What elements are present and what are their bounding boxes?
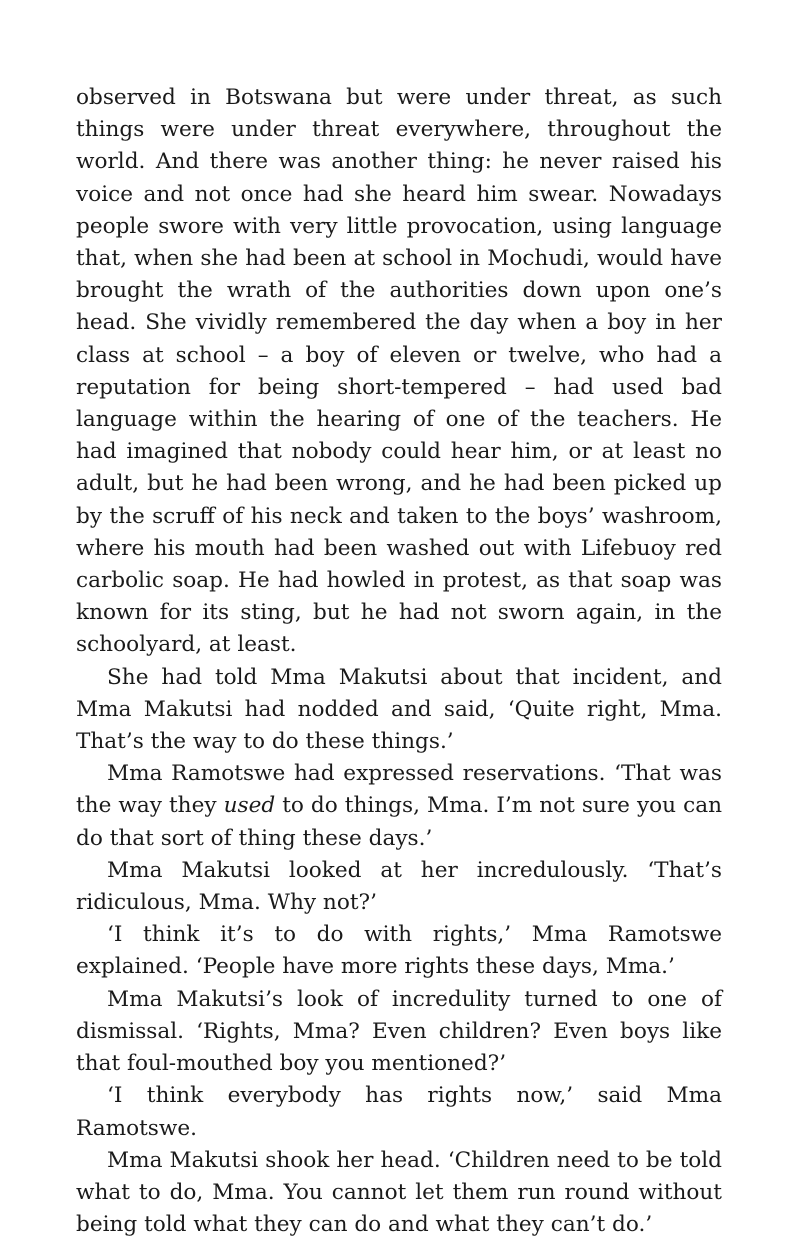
paragraph-continuation: observed in Botswana but were under threat, as such things were under threat everywhere, throughout the world. And there was another thing: he never raised his voice and not once had she heard him swear. Nowadays people swore with very little provocation, using language that, when she had been at school in Mochudi, would have brought the wrath of the authorities down upon one’s head. She vividly remembered the day when a boy in her class at school – a boy of eleven or twelve, who had a reputation for being short-tempered – had used bad language within the hearing of one of the teachers. He had imagined that nobody could hear him, or at least no adult, but he had been wrong, and he had been picked up by the scruff of his neck and taken to the boys’ washroom, where his mouth had been washed out with Lifebuoy red carbolic soap. He had howled in protest, as that soap was known for its sting, but he had not sworn again, in the schoolyard, at least. [76, 85, 722, 658]
paragraph-reservations-after: to do things, Mma. I’m not sure you can do that sort of thing these days.’ [76, 793, 722, 851]
paragraph-everybody-has-rights: ‘I think everybody has rights now,’ said Mma Ramotswe. [76, 1083, 722, 1141]
emphasis-used: used [223, 793, 276, 819]
paragraph-incredulously: Mma Makutsi looked at her incredulously. ‘That’s ridiculous, Mma. Why not?’ [76, 857, 722, 916]
paragraph-told-mma-makutsi: She had told Mma Makutsi about that incident, and Mma Makutsi had nodded and said, ‘Quite right, Mma. That’s the way to do these things.’ [76, 664, 722, 755]
paragraph-dismissal: Mma Makutsi’s look of incredulity turned to one of dismissal. ‘Rights, Mma? Even children? Even boys like that foul-mouthed boy you mentioned?’ [76, 986, 722, 1077]
paragraph-reservations-before: Mma Ramotswe had expressed reservations. ‘That was the way they [76, 761, 722, 819]
book-page [76, 82, 722, 1241]
paragraph-shook-head: Mma Makutsi shook her head. ‘Children need to be told what to do, Mma. You cannot let them run round without being told what they can do and what they can’t do.’ [76, 1147, 722, 1238]
paragraph-reservations [76, 758, 722, 855]
paragraph-rights-explained: ‘I think it’s to do with rights,’ Mma Ramotswe explained. ‘People have more rights these days, Mma.’ [76, 922, 722, 980]
